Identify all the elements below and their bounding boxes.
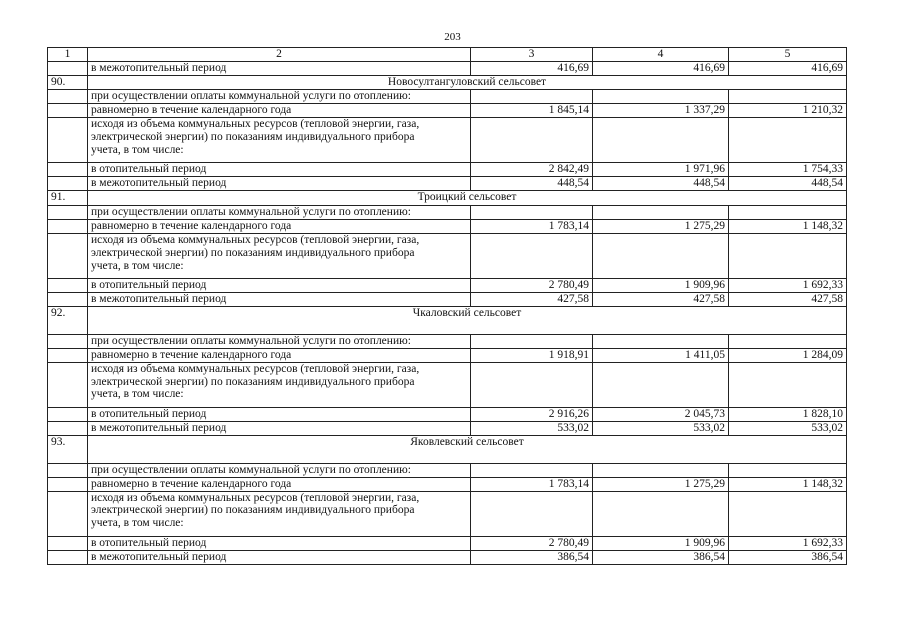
row-label: в межотопительный период bbox=[88, 62, 471, 76]
value-cell: 1 411,05 bbox=[593, 348, 729, 362]
value-cell bbox=[593, 491, 729, 536]
value-cell bbox=[729, 234, 847, 279]
table-row bbox=[48, 163, 847, 177]
tariff-table bbox=[47, 47, 847, 565]
row-label: в межотопительный период bbox=[88, 550, 471, 564]
table-row bbox=[48, 220, 847, 234]
table-row bbox=[48, 491, 847, 536]
table-row bbox=[48, 421, 847, 435]
value-cell bbox=[729, 206, 847, 220]
value-cell bbox=[729, 362, 847, 407]
table-row bbox=[48, 234, 847, 279]
value-cell: 1 909,96 bbox=[593, 536, 729, 550]
value-cell: 1 210,32 bbox=[729, 104, 847, 118]
column-header: 3 bbox=[471, 48, 593, 62]
value-cell: 448,54 bbox=[471, 177, 593, 191]
row-label: исходя из объема коммунальных ресурсов (тепловой энергии, газа, электрической энергии) по показаниям индивидуального прибора учета, в том числе: bbox=[88, 362, 471, 407]
value-cell bbox=[729, 118, 847, 163]
value-cell: 416,69 bbox=[593, 62, 729, 76]
value-cell: 1 783,14 bbox=[471, 477, 593, 491]
table-row bbox=[48, 90, 847, 104]
column-number-row bbox=[48, 48, 847, 62]
value-cell: 1 275,29 bbox=[593, 220, 729, 234]
value-cell: 1 692,33 bbox=[729, 536, 847, 550]
column-header: 5 bbox=[729, 48, 847, 62]
row-label: в отопительный период bbox=[88, 279, 471, 293]
row-number-cell bbox=[48, 104, 88, 118]
row-label: равномерно в течение календарного года bbox=[88, 220, 471, 234]
value-cell bbox=[593, 335, 729, 349]
value-cell: 1 828,10 bbox=[729, 407, 847, 421]
row-number-cell bbox=[48, 62, 88, 76]
section-title-row bbox=[48, 191, 847, 206]
value-cell: 427,58 bbox=[729, 293, 847, 307]
row-label: при осуществлении оплаты коммунальной услуги по отоплению: bbox=[88, 206, 471, 220]
section-title: Чкаловский сельсовет bbox=[88, 307, 847, 335]
section-number: 91. bbox=[48, 191, 88, 206]
row-number-cell bbox=[48, 407, 88, 421]
value-cell bbox=[471, 206, 593, 220]
value-cell bbox=[729, 463, 847, 477]
row-label: в межотопительный период bbox=[88, 421, 471, 435]
value-cell: 1 754,33 bbox=[729, 163, 847, 177]
row-label: равномерно в течение календарного года bbox=[88, 477, 471, 491]
value-cell: 1 692,33 bbox=[729, 279, 847, 293]
value-cell: 2 780,49 bbox=[471, 279, 593, 293]
section-title-row bbox=[48, 435, 847, 463]
value-cell: 386,54 bbox=[471, 550, 593, 564]
value-cell: 448,54 bbox=[729, 177, 847, 191]
value-cell: 533,02 bbox=[729, 421, 847, 435]
row-label: при осуществлении оплаты коммунальной услуги по отоплению: bbox=[88, 335, 471, 349]
row-label: в межотопительный период bbox=[88, 177, 471, 191]
value-cell: 1 284,09 bbox=[729, 348, 847, 362]
value-cell: 2 780,49 bbox=[471, 536, 593, 550]
value-cell: 1 337,29 bbox=[593, 104, 729, 118]
table-row bbox=[48, 362, 847, 407]
row-number-cell bbox=[48, 536, 88, 550]
row-number-cell bbox=[48, 206, 88, 220]
row-number-cell bbox=[48, 90, 88, 104]
row-number-cell bbox=[48, 234, 88, 279]
value-cell bbox=[593, 463, 729, 477]
value-cell: 2 842,49 bbox=[471, 163, 593, 177]
value-cell bbox=[593, 118, 729, 163]
value-cell bbox=[593, 90, 729, 104]
row-label: исходя из объема коммунальных ресурсов (тепловой энергии, газа, электрической энергии) по показаниям индивидуального прибора учета, в том числе: bbox=[88, 491, 471, 536]
value-cell: 386,54 bbox=[593, 550, 729, 564]
row-number-cell bbox=[48, 293, 88, 307]
row-number-cell bbox=[48, 463, 88, 477]
row-number-cell bbox=[48, 421, 88, 435]
value-cell: 1 783,14 bbox=[471, 220, 593, 234]
value-cell: 1 971,96 bbox=[593, 163, 729, 177]
table-row bbox=[48, 348, 847, 362]
table-row bbox=[48, 550, 847, 564]
section-title-row bbox=[48, 307, 847, 335]
value-cell bbox=[471, 463, 593, 477]
value-cell: 448,54 bbox=[593, 177, 729, 191]
table-row bbox=[48, 104, 847, 118]
row-number-cell bbox=[48, 279, 88, 293]
value-cell bbox=[471, 118, 593, 163]
table-row bbox=[48, 62, 847, 76]
value-cell bbox=[729, 491, 847, 536]
section-title: Троицкий сельсовет bbox=[88, 191, 847, 206]
row-number-cell bbox=[48, 550, 88, 564]
row-label: при осуществлении оплаты коммунальной услуги по отоплению: bbox=[88, 90, 471, 104]
value-cell: 416,69 bbox=[729, 62, 847, 76]
value-cell bbox=[593, 206, 729, 220]
value-cell: 1 909,96 bbox=[593, 279, 729, 293]
value-cell bbox=[471, 491, 593, 536]
section-title: Яковлевский сельсовет bbox=[88, 435, 847, 463]
table-row bbox=[48, 177, 847, 191]
table-row bbox=[48, 477, 847, 491]
page-number: 203 bbox=[444, 31, 461, 43]
value-cell bbox=[471, 362, 593, 407]
table-row bbox=[48, 279, 847, 293]
table-row bbox=[48, 463, 847, 477]
row-number-cell bbox=[48, 118, 88, 163]
row-label: равномерно в течение календарного года bbox=[88, 104, 471, 118]
row-label: в отопительный период bbox=[88, 163, 471, 177]
value-cell: 1 845,14 bbox=[471, 104, 593, 118]
row-label: в отопительный период bbox=[88, 536, 471, 550]
value-cell: 1 148,32 bbox=[729, 220, 847, 234]
value-cell: 533,02 bbox=[471, 421, 593, 435]
section-number: 90. bbox=[48, 76, 88, 90]
section-title: Новосултангуловский сельсовет bbox=[88, 76, 847, 90]
row-label: исходя из объема коммунальных ресурсов (тепловой энергии, газа, электрической энергии) по показаниям индивидуального прибора учета, в том числе: bbox=[88, 234, 471, 279]
value-cell: 1 275,29 bbox=[593, 477, 729, 491]
value-cell bbox=[471, 335, 593, 349]
column-header: 2 bbox=[88, 48, 471, 62]
table-row bbox=[48, 407, 847, 421]
value-cell: 386,54 bbox=[729, 550, 847, 564]
table-row bbox=[48, 118, 847, 163]
value-cell: 1 148,32 bbox=[729, 477, 847, 491]
value-cell bbox=[471, 90, 593, 104]
table-body bbox=[48, 48, 847, 565]
section-number: 92. bbox=[48, 307, 88, 335]
value-cell bbox=[593, 234, 729, 279]
row-number-cell bbox=[48, 348, 88, 362]
section-title-row bbox=[48, 76, 847, 90]
row-label: в межотопительный период bbox=[88, 293, 471, 307]
value-cell: 2 916,26 bbox=[471, 407, 593, 421]
row-label: исходя из объема коммунальных ресурсов (тепловой энергии, газа, электрической энергии) по показаниям индивидуального прибора учета, в том числе: bbox=[88, 118, 471, 163]
value-cell: 427,58 bbox=[471, 293, 593, 307]
row-label: равномерно в течение календарного года bbox=[88, 348, 471, 362]
table-row bbox=[48, 293, 847, 307]
row-number-cell bbox=[48, 362, 88, 407]
value-cell bbox=[593, 362, 729, 407]
row-number-cell bbox=[48, 220, 88, 234]
table-row bbox=[48, 206, 847, 220]
value-cell: 2 045,73 bbox=[593, 407, 729, 421]
value-cell: 1 918,91 bbox=[471, 348, 593, 362]
row-number-cell bbox=[48, 335, 88, 349]
table-row bbox=[48, 536, 847, 550]
row-number-cell bbox=[48, 477, 88, 491]
row-number-cell bbox=[48, 491, 88, 536]
value-cell: 416,69 bbox=[471, 62, 593, 76]
value-cell: 427,58 bbox=[593, 293, 729, 307]
column-header: 4 bbox=[593, 48, 729, 62]
value-cell bbox=[471, 234, 593, 279]
row-label: в отопительный период bbox=[88, 407, 471, 421]
row-label: при осуществлении оплаты коммунальной услуги по отоплению: bbox=[88, 463, 471, 477]
column-header: 1 bbox=[48, 48, 88, 62]
value-cell: 533,02 bbox=[593, 421, 729, 435]
value-cell bbox=[729, 90, 847, 104]
row-number-cell bbox=[48, 163, 88, 177]
table-row bbox=[48, 335, 847, 349]
row-number-cell bbox=[48, 177, 88, 191]
value-cell bbox=[729, 335, 847, 349]
section-number: 93. bbox=[48, 435, 88, 463]
